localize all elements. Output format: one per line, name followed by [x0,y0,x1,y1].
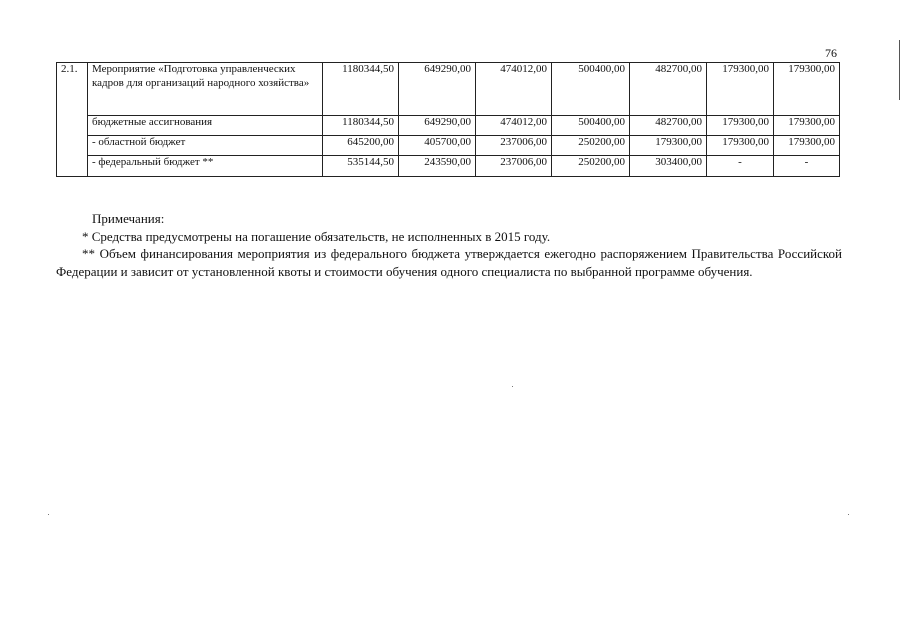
table-row-measure [57,63,840,116]
table-cell: 179300,00 [707,116,774,136]
row-label: - федеральный бюджет ** [88,156,323,177]
table-cell: 250200,00 [552,136,630,156]
table-cell: 482700,00 [630,63,707,116]
table-cell: 474012,00 [476,116,552,136]
table-cell: 179300,00 [630,136,707,156]
table-cell: 649290,00 [399,116,476,136]
table-row-regional [57,136,840,156]
page-number: 76 [825,46,837,60]
table-cell: - [774,156,840,177]
scan-speck [512,386,513,387]
notes-block [56,210,842,280]
row-label: - областной бюджет [88,136,323,156]
table-cell: 179300,00 [707,63,774,116]
row-label: бюджетные ассигнования [88,116,323,136]
row-index: 2.1. [57,63,88,177]
table-cell: 243590,00 [399,156,476,177]
table-cell: 1180344,50 [323,116,399,136]
table-cell: 237006,00 [476,156,552,177]
table-cell: - [707,156,774,177]
table-cell: 500400,00 [552,116,630,136]
table-cell: 535144,50 [323,156,399,177]
notes-heading: Примечания: [92,211,165,226]
table-cell: 474012,00 [476,63,552,116]
table-cell: 482700,00 [630,116,707,136]
table-row-federal [57,156,840,177]
table-cell: 179300,00 [707,136,774,156]
table-cell: 303400,00 [630,156,707,177]
scan-speck [48,514,49,515]
note-2: ** Объем финансирования мероприятия из федерального бюджета утверждается ежегодно распоряжением Правительства Российской Федерации и зависит от установленной квоты и стоимости обучения одного специалиста по выбранной программе обучения. [56,246,842,279]
table-cell: 405700,00 [399,136,476,156]
note-1: * Средства предусмотрены на погашение обязательств, не исполненных в 2015 году. [82,228,551,244]
table-cell: 179300,00 [774,136,840,156]
table-cell: 250200,00 [552,156,630,177]
margin-line [899,40,900,100]
scan-speck [848,514,849,515]
table-cell: 1180344,50 [323,63,399,116]
table-cell: 649290,00 [399,63,476,116]
row-label: Мероприятие «Подготовка управленческих кадров для организаций народного хозяйства» [88,63,323,116]
table-cell: 179300,00 [774,63,840,116]
table-row-allocations [57,116,840,136]
table-cell: 237006,00 [476,136,552,156]
table-cell: 500400,00 [552,63,630,116]
table-cell: 179300,00 [774,116,840,136]
table-cell: 645200,00 [323,136,399,156]
budget-table [56,62,840,177]
